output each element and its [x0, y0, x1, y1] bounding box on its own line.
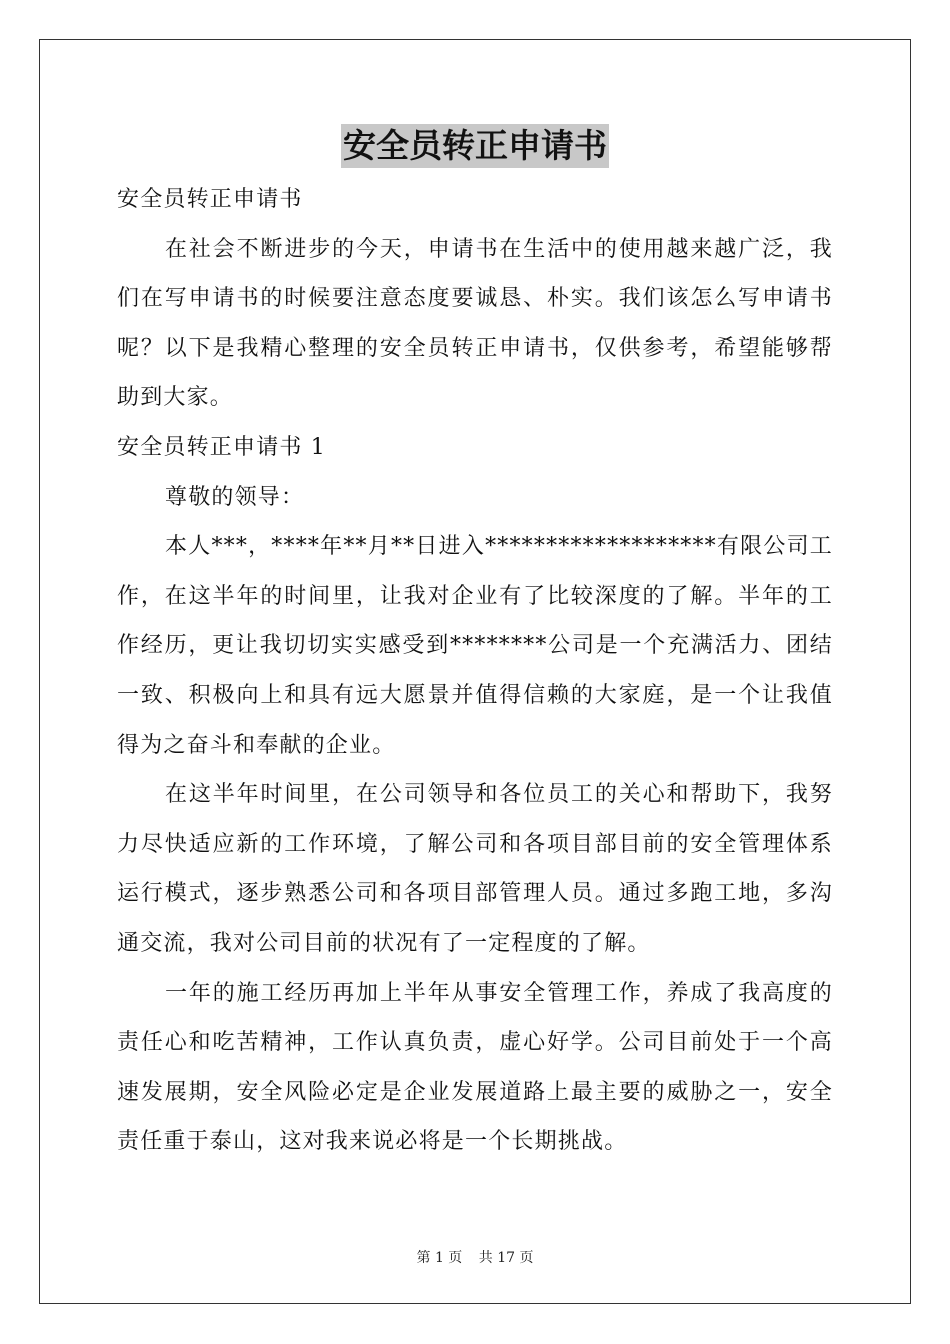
document-title: 安全员转正申请书 — [341, 124, 609, 168]
paragraph-intro: 在社会不断进步的今天，申请书在生活中的使用越来越广泛，我们在写申请书的时候要注意态度要诚恳、朴实。我们该怎么写申请书呢？以下是我精心整理的安全员转正申请书，仅供参考，希望能够帮助到大家。 — [117, 236, 833, 411]
paragraph-body-2: 在这半年时间里，在公司领导和各位员工的关心和帮助下，我努力尽快适应新的工作环境，了解公司和各项目部目前的安全管理体系运行模式，逐步熟悉公司和各项目部管理人员。通过多跑工地，多沟通交流，我对公司目前的状况有了一定程度的了解。 — [117, 782, 833, 956]
title-container — [0, 124, 950, 168]
paragraph-body-1: 本人***，****年**月**日进入*******************有限公司工作，在这半年的时间里，让我对企业有了比较深度的了解。半年的工作经历，更让我切切实实感受到********公司是一个充满活力、团结一致、积极向上和具有远大愿景并值得信赖的大家庭，是一个让我值得为之奋斗和奉献的企业。 — [117, 534, 833, 758]
paragraph-heading: 安全员转正申请书 — [117, 187, 303, 212]
paragraph-section-title: 安全员转正申请书 1 — [117, 434, 326, 460]
page-footer — [0, 1247, 950, 1267]
document-body — [117, 175, 833, 1167]
paragraph-salutation: 尊敬的领导： — [165, 484, 305, 510]
paragraph-body-3: 一年的施工经历再加上半年从事安全管理工作，养成了我高度的责任心和吃苦精神，工作认真负责，虚心好学。公司目前处于一个高速发展期，安全风险必定是企业发展道路上最主要的威胁之一，安全责任重于泰山，这对我来说必将是一个长期挑战。 — [117, 980, 833, 1155]
page-number: 第 1 页 — [416, 1250, 463, 1266]
page-total: 共 17 页 — [478, 1250, 534, 1266]
